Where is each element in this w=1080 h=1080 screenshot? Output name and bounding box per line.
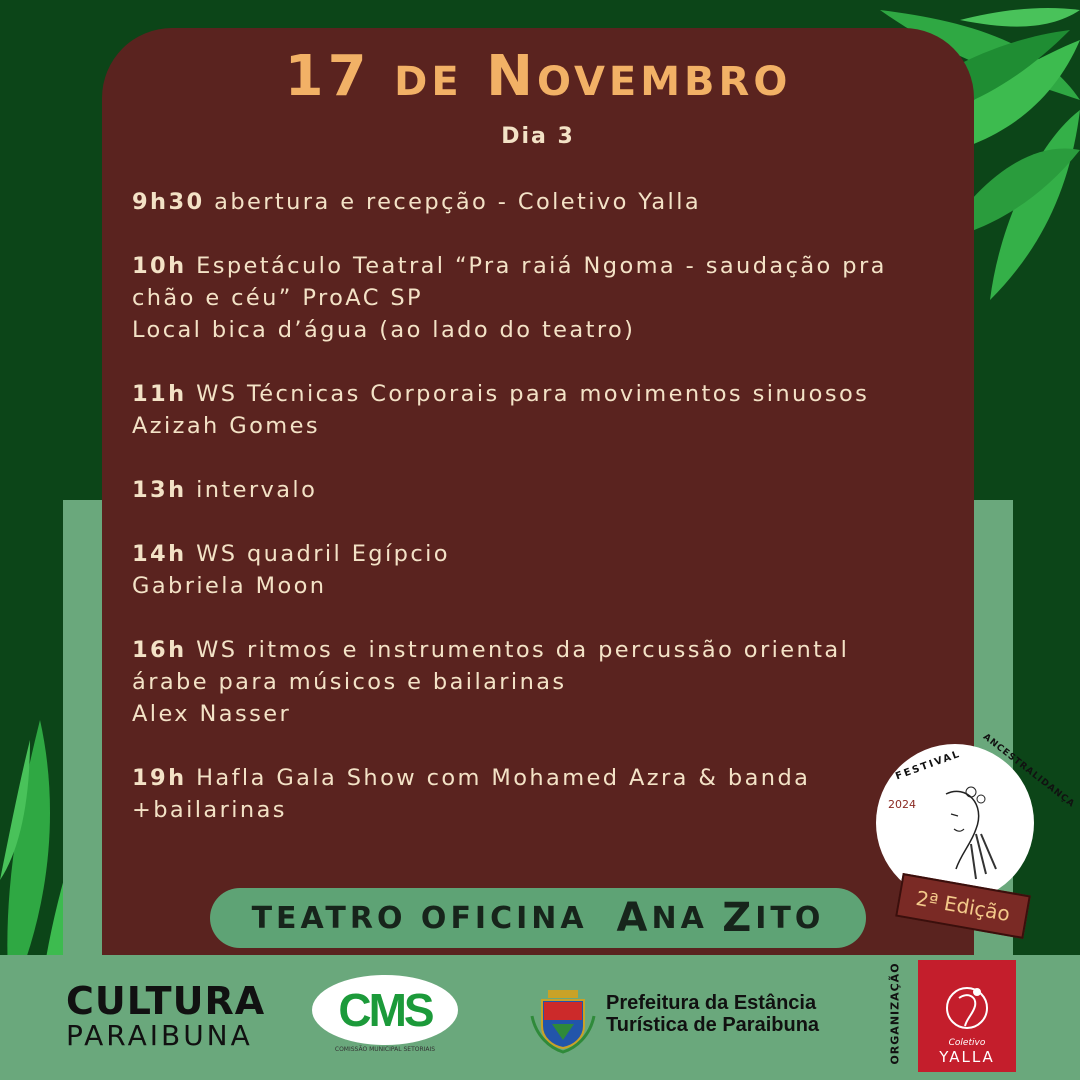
schedule-time: 19h xyxy=(132,765,187,791)
coletivo-yalla-logo xyxy=(918,960,1016,1072)
schedule-item xyxy=(132,250,962,346)
schedule-time: 13h xyxy=(132,477,187,503)
cms-logo xyxy=(312,975,458,1045)
cms-logo-subtitle: COMISSÃO MUNICIPAL SETORIAIS xyxy=(334,1046,436,1053)
schedule-text: intervalo xyxy=(196,477,318,503)
schedule-time: 16h xyxy=(132,637,187,663)
schedule-text: Local bica d’água (ao lado do teatro) xyxy=(132,317,636,343)
date-de: DE xyxy=(394,59,463,105)
cultura-logo-line2: PARAIBUNA xyxy=(66,1019,253,1052)
schedule-line xyxy=(132,538,962,570)
day-label: Dia 3 xyxy=(501,124,575,149)
schedule-line xyxy=(132,186,962,218)
badge-year: 2024 xyxy=(888,798,916,811)
schedule-text: +bailarinas xyxy=(132,797,287,823)
schedule-list xyxy=(132,186,962,858)
municipal-crest-icon xyxy=(530,976,596,1054)
schedule-text: WS Técnicas Corporais para movimentos sinuosos xyxy=(196,381,870,407)
venue-small: TEATRO OFICINA xyxy=(251,900,588,936)
schedule-item xyxy=(132,634,962,730)
yalla-small-text: Coletivo xyxy=(948,1038,986,1048)
schedule-text: Alex Nasser xyxy=(132,701,292,727)
schedule-item xyxy=(132,474,962,506)
organizacao-text: ORGANIZAÇÃO xyxy=(888,962,902,1065)
schedule-line xyxy=(132,474,962,506)
date-month-initial: N xyxy=(486,44,538,109)
schedule-time: 10h xyxy=(132,253,187,279)
schedule-line xyxy=(132,634,962,666)
schedule-item xyxy=(132,186,962,218)
organizacao-label xyxy=(880,960,900,1075)
schedule-time: 9h30 xyxy=(132,189,205,215)
schedule-text: Hafla Gala Show com Mohamed Azra & banda xyxy=(196,765,811,791)
schedule-item xyxy=(132,538,962,602)
schedule-line xyxy=(132,762,962,794)
venue-banner xyxy=(210,888,866,948)
badge-ring-left: FESTIVAL xyxy=(894,748,963,783)
cultura-paraibuna-logo xyxy=(66,979,266,1052)
schedule-text: árabe para músicos e bailarinas xyxy=(132,669,567,695)
event-date-title xyxy=(102,44,974,109)
schedule-time: 14h xyxy=(132,541,187,567)
venue-rest-2: ITO xyxy=(755,900,825,936)
cultura-logo-line1: CULTURA xyxy=(66,979,266,1023)
yalla-big-text: YALLA xyxy=(939,1048,995,1066)
schedule-text: chão e céu” ProAC SP xyxy=(132,285,424,311)
schedule-text: WS quadril Egípcio xyxy=(196,541,450,567)
venue-rest-1: NA xyxy=(651,900,708,936)
prefeitura-text xyxy=(606,992,819,1036)
schedule-line xyxy=(132,378,962,410)
date-month-rest: OVEMBRO xyxy=(537,59,792,105)
festival-badge xyxy=(876,732,1077,902)
venue-initial-2: Z xyxy=(722,895,756,941)
dancer-silhouette-icon xyxy=(937,982,997,1038)
face-illustration-icon xyxy=(916,774,1006,884)
schedule-text: WS ritmos e instrumentos da percussão oriental xyxy=(196,637,850,663)
schedule-item xyxy=(132,762,962,826)
prefeitura-line2: Turística de Paraibuna xyxy=(606,1014,820,1036)
schedule-text: Gabriela Moon xyxy=(132,573,327,599)
date-day: 17 xyxy=(284,44,371,109)
schedule-item xyxy=(132,378,962,442)
schedule-text: Azizah Gomes xyxy=(132,413,320,439)
schedule-text: abertura e recepção - Coletivo Yalla xyxy=(214,189,702,215)
venue-initial-1: A xyxy=(616,895,652,941)
schedule-text: Espetáculo Teatral “Pra raiá Ngoma - saudação pra xyxy=(196,253,887,279)
prefeitura-line1: Prefeitura da Estância xyxy=(606,992,817,1014)
schedule-time: 11h xyxy=(132,381,187,407)
cms-logo-text: CMS xyxy=(338,984,432,1036)
badge-ring-right: ANCESTRALIDANÇA xyxy=(980,732,1077,810)
schedule-line xyxy=(132,250,962,282)
edition-label: 2ª Edição xyxy=(895,873,1031,939)
